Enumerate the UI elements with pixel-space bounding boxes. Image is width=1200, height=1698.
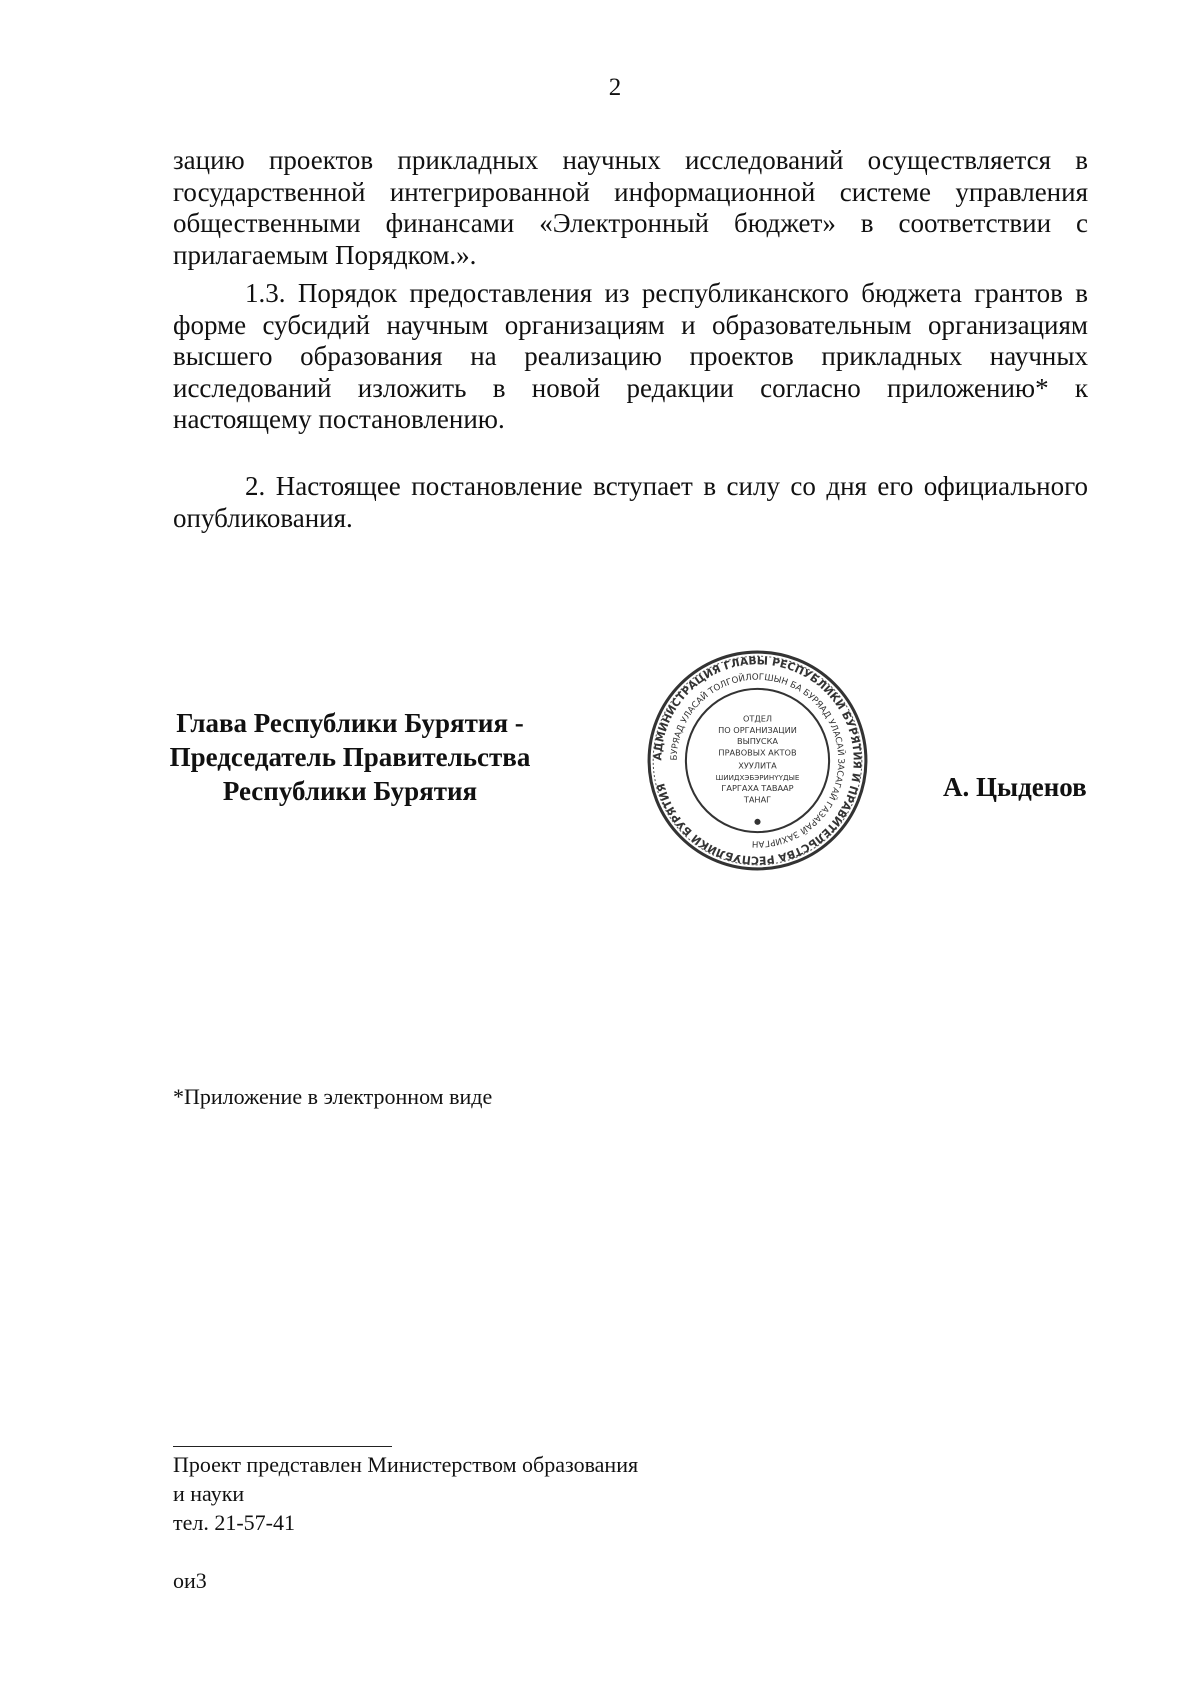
seal-center-line: ХУУЛИТА <box>738 760 777 771</box>
seal-outer-textpath: АДМИНИСТРАЦИЯ ГЛАВЫ РЕСПУБЛИКИ БУРЯТИЯ И ПРАВИТЕЛЬСТВА РЕСПУБЛИКИ БУРЯТИЯ <box>651 654 864 867</box>
footer-info <box>173 1450 638 1537</box>
paragraph-2: 2. Настоящее постановление вступает в силу со дня его официального опубликования. <box>173 471 1088 533</box>
seal-center-line: ОТДЕЛ <box>742 713 773 724</box>
seal-center-line: ШИИДХЭБЭРИНҮҮДЫЕ <box>715 772 800 782</box>
footer-divider <box>173 1446 392 1447</box>
seal-center-line: ПО ОРГАНИЗАЦИИ <box>718 724 797 735</box>
signatory-name: А. Цыденов <box>943 772 1087 802</box>
seal-inner-textpath: БУРЯАД УЛАСАЙ ТОЛГОЙЛОГШЫН БА БУРЯАД УЛАСАЙ ЗАСАГАЙ ГАЗАРАЙ ЗАХИРГАН <box>669 672 846 849</box>
footer-line-1: Проект представлен Министерством образования <box>173 1452 639 1477</box>
document-code: ои3 <box>173 1568 207 1593</box>
signatory-title-line-2: Председатель Правительства <box>169 742 531 772</box>
seal-center-line: ПРАВОВЫХ АКТОВ <box>718 747 797 758</box>
page-number: 2 <box>608 74 622 101</box>
signatory-title-line-1: Глава Республики Бурятия - <box>176 708 524 738</box>
paragraph-continuation: зацию проектов прикладных научных исследований осуществляется в государственной интегрированной информационной системе управления общественными финансами «Электронный бюджет» в соответствии с прилагаемым Порядком.». <box>173 145 1088 270</box>
paragraph-1-3: 1.3. Порядок предоставления из республиканского бюджета грантов в форме субсидий научным организациям и образовательным организациям высшего образования на реализацию проектов прикладных научных исследований изложить в новой редакции согласно приложению* к настоящему постановлению. <box>173 278 1088 435</box>
seal-dot-icon <box>754 819 760 825</box>
signatory-title-line-3: Республики Бурятия <box>222 776 478 806</box>
seal-center-text <box>716 714 800 805</box>
footer-phone: тел. 21-57-41 <box>173 1510 296 1535</box>
seal-center-line: ГАРГАХА ТАВААР <box>721 783 794 794</box>
seal-center-line: ВЫПУСКА <box>736 736 779 747</box>
signatory-title <box>150 706 550 808</box>
appendix-note: *Приложение в электронном виде <box>173 1084 493 1109</box>
seal-center-line: ТАНАГ <box>743 794 772 805</box>
official-seal <box>645 648 870 873</box>
footer-line-2: и науки <box>173 1481 245 1506</box>
